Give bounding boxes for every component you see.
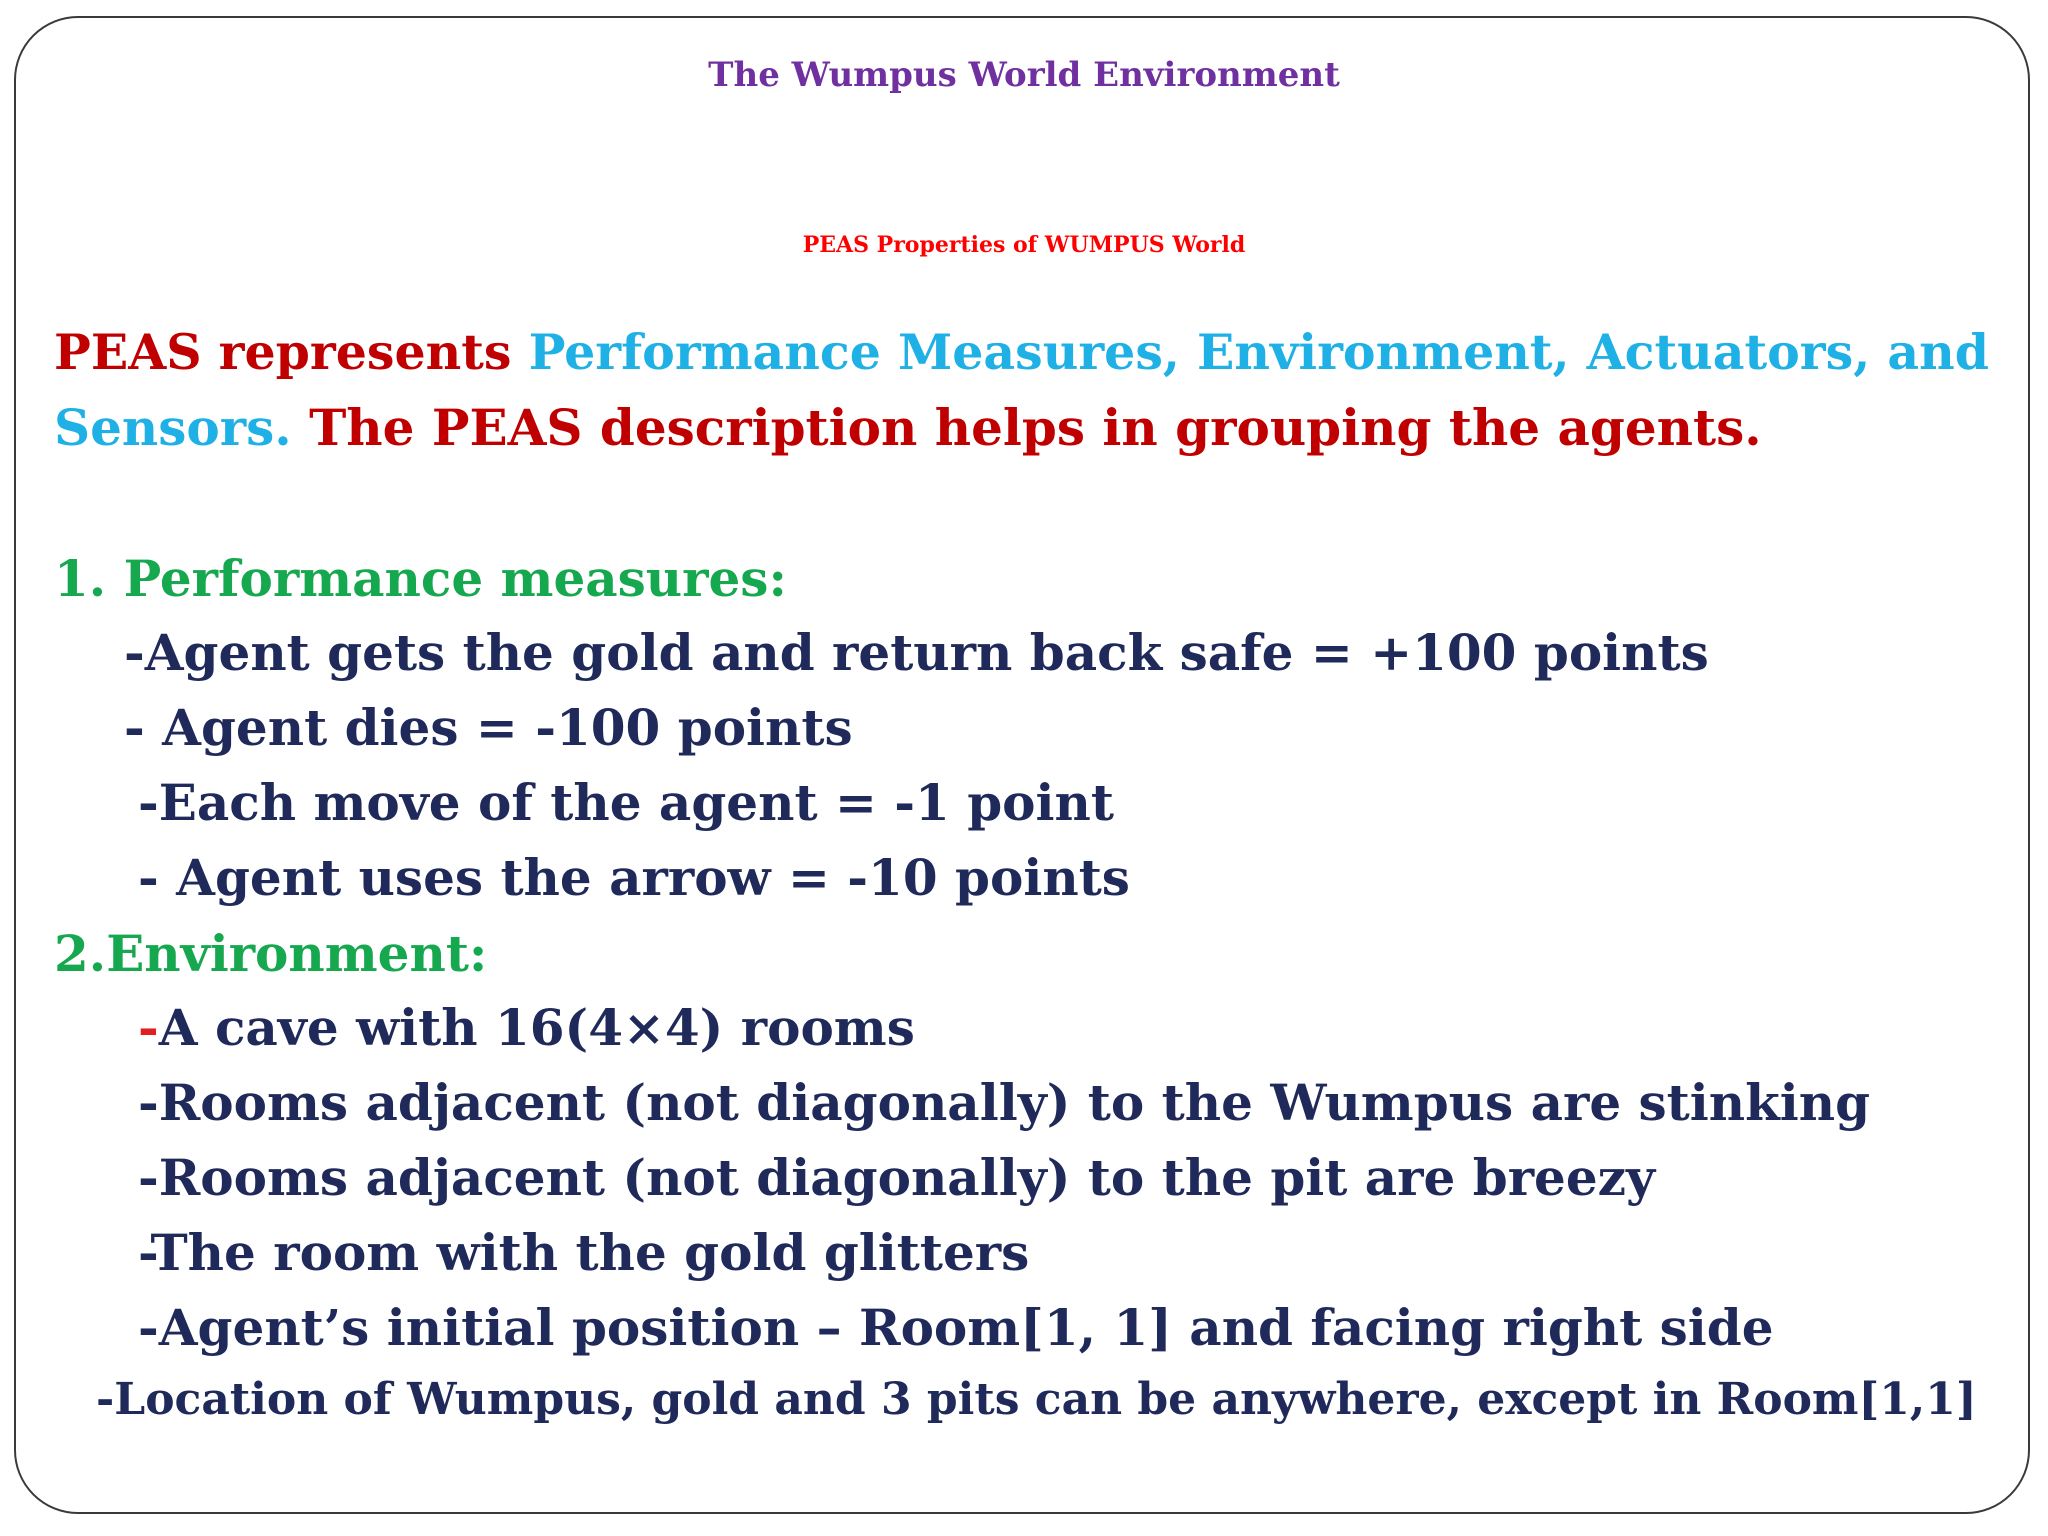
performance-item: - Agent uses the arrow = -10 points — [138, 848, 1130, 907]
slide-subtitle: PEAS Properties of WUMPUS World — [802, 232, 1246, 258]
intro-sensors: Sensors. — [54, 398, 292, 457]
environment-item — [138, 998, 915, 1057]
intro-line-1 — [54, 323, 1989, 381]
environment-item: -Rooms adjacent (not diagonally) to the Wumpus are stinking — [138, 1073, 1871, 1132]
performance-item: -Each move of the agent = -1 point — [138, 773, 1114, 832]
intro-peas-represents: PEAS represents — [54, 323, 529, 381]
environment-item-dash: - — [138, 998, 159, 1057]
performance-heading: 1. Performance measures: — [54, 549, 787, 608]
environment-heading: 2.Environment: — [54, 924, 488, 983]
intro-line-2 — [54, 398, 1762, 457]
intro-peas-terms: Performance Measures, Environment, Actuators, and — [528, 323, 1989, 381]
slide-title: The Wumpus World Environment — [708, 55, 1340, 95]
performance-item: -Agent gets the gold and return back safe = +100 points — [124, 623, 1709, 682]
environment-item: -Location of Wumpus, gold and 3 pits can be anywhere, except in Room[1,1] — [96, 1374, 1977, 1425]
environment-item: -Rooms adjacent (not diagonally) to the pit are breezy — [138, 1148, 1656, 1207]
environment-item: -The room with the gold glitters — [138, 1223, 1030, 1282]
environment-item-text: A cave with 16(4×4) rooms — [158, 998, 915, 1057]
performance-item: - Agent dies = -100 points — [124, 698, 853, 757]
environment-item: -Agent’s initial position – Room[1, 1] and facing right side — [138, 1298, 1774, 1357]
intro-description: The PEAS description helps in grouping the agents. — [291, 398, 1762, 457]
